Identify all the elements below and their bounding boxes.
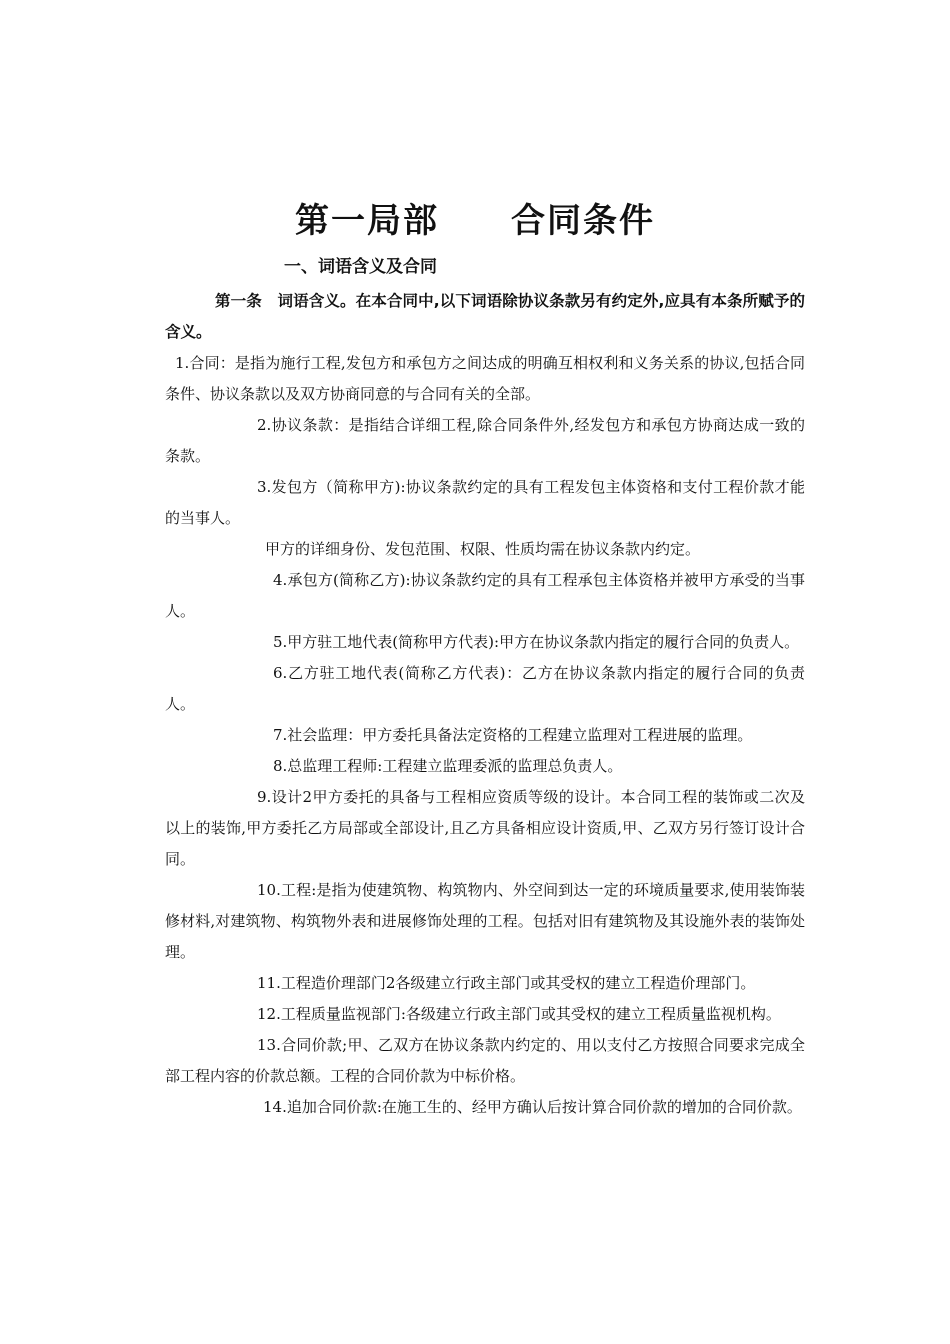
definition-1-paragraph: 1.合同：是指为施行工程,发包方和承包方之间达成的明确互相权利和义务关系的协议,包括合同条件、协议条款以及双方协商同意的与合同有关的全部。 [165,354,805,403]
definition-8-paragraph: 8.总监理工程师:工程建立监理委派的监理总负责人。 [273,757,623,775]
definition-14-paragraph: 14.追加合同价款:在施工生的、经甲方确认后按计算合同价款的增加的合同价款。 [263,1098,802,1116]
article-1-paragraph: 第一条 词语含义。在本合同中,以下词语除协议条款另有约定外,应具有本条所赋予的含义。 [165,292,805,341]
definition-10-paragraph: 10.工程:是指为使建筑物、构筑物内、外空间到达一定的环境质量要求,使用装饰装修材料,对建筑物、构筑物外表和进展修饰处理的工程。包括对旧有建筑物及其设施外表的装饰处理。 [165,881,805,961]
definition-4-paragraph: 4.承包方(简称乙方):协议条款约定的具有工程承包主体资格并被甲方承受的当事人。 [165,571,805,620]
section-heading: 一、词语含义及合同 [284,257,437,277]
definition-2-paragraph: 2.协议条款：是指结合详细工程,除合同条件外,经发包方和承包方协商达成一致的条款。 [165,416,805,465]
title-part-left: 第一局部 [295,201,439,241]
document-body [165,286,805,1123]
definition-7-paragraph: 7.社会监理：甲方委托具备法定资格的工程建立监理对工程进展的监理。 [273,726,753,744]
definition-3-note-paragraph: 甲方的详细身份、发包范围、权限、性质均需在协议条款内约定。 [265,540,701,558]
page-title [0,196,950,246]
definition-5-paragraph: 5.甲方驻工地代表(简称甲方代表):甲方在协议条款内指定的履行合同的负责人。 [273,633,800,651]
definition-11-paragraph: 11.工程造价理部门2各级建立行政主部门或其受权的建立工程造价理部门。 [257,974,756,992]
definition-6-paragraph: 6.乙方驻工地代表(简称乙方代表)：乙方在协议条款内指定的履行合同的负责人。 [165,664,805,713]
definition-9-paragraph: 9.设计2甲方委托的具备与工程相应资质等级的设计。本合同工程的装饰或二次及以上的装饰,甲方委托乙方局部或全部设计,且乙方具备相应设计资质,甲、乙双方另行签订设计合同。 [165,788,805,868]
title-part-right: 合同条件 [511,201,655,241]
definition-13-paragraph: 13.合同价款;甲、乙双方在协议条款内约定的、用以支付乙方按照合同要求完成全部工程内容的价款总额。工程的合同价款为中标价格。 [165,1036,805,1085]
definition-3-paragraph: 3.发包方（简称甲方):协议条款约定的具有工程发包主体资格和支付工程价款才能的当事人。 [165,478,805,527]
definition-12-paragraph: 12.工程质量监视部门:各级建立行政主部门或其受权的建立工程质量监视机构。 [257,1005,781,1023]
